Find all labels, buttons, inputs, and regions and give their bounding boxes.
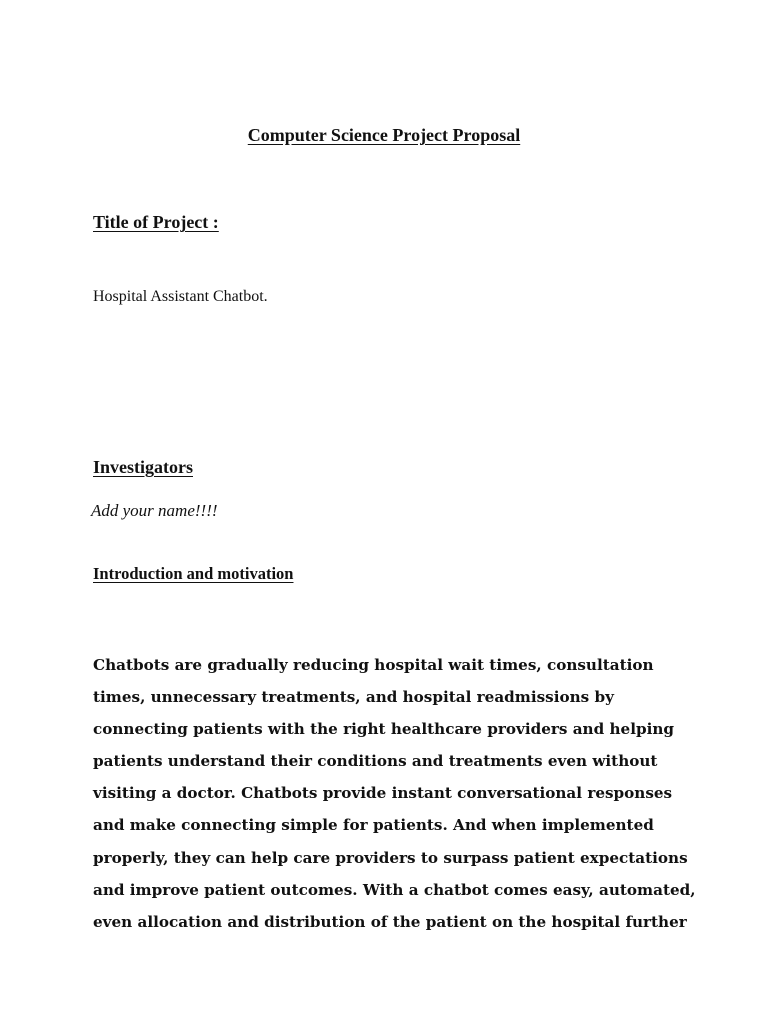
- paragraph-line: times, unnecessary treatments, and hospital readmissions by: [93, 688, 614, 707]
- paragraph-line: and improve patient outcomes. With a chatbot comes easy, automated,: [93, 880, 696, 899]
- paragraph-line: properly, they can help care providers to surpass patient expectations: [93, 848, 688, 867]
- paragraph-line: patients understand their conditions and treatments even without: [93, 752, 658, 771]
- investigators-value: Add your name!!!!: [91, 501, 218, 520]
- introduction-paragraph: [93, 649, 696, 938]
- title-of-project-heading: Title of Project :: [93, 212, 219, 232]
- paragraph-line: connecting patients with the right healthcare providers and helping: [93, 720, 675, 739]
- paragraph-line: Chatbots are gradually reducing hospital wait times, consultation: [93, 656, 654, 674]
- paragraph-line: visiting a doctor. Chatbots provide instant conversational responses: [93, 784, 673, 803]
- introduction-heading: Introduction and motivation: [93, 564, 294, 583]
- paragraph-line: even allocation and distribution of the patient on the hospital further: [93, 912, 687, 931]
- document-title: Computer Science Project Proposal: [247, 125, 521, 145]
- paragraph-line: and make connecting simple for patients. And when implemented: [93, 816, 654, 835]
- investigators-heading: Investigators: [93, 457, 193, 477]
- project-title-value: Hospital Assistant Chatbot.: [93, 288, 268, 305]
